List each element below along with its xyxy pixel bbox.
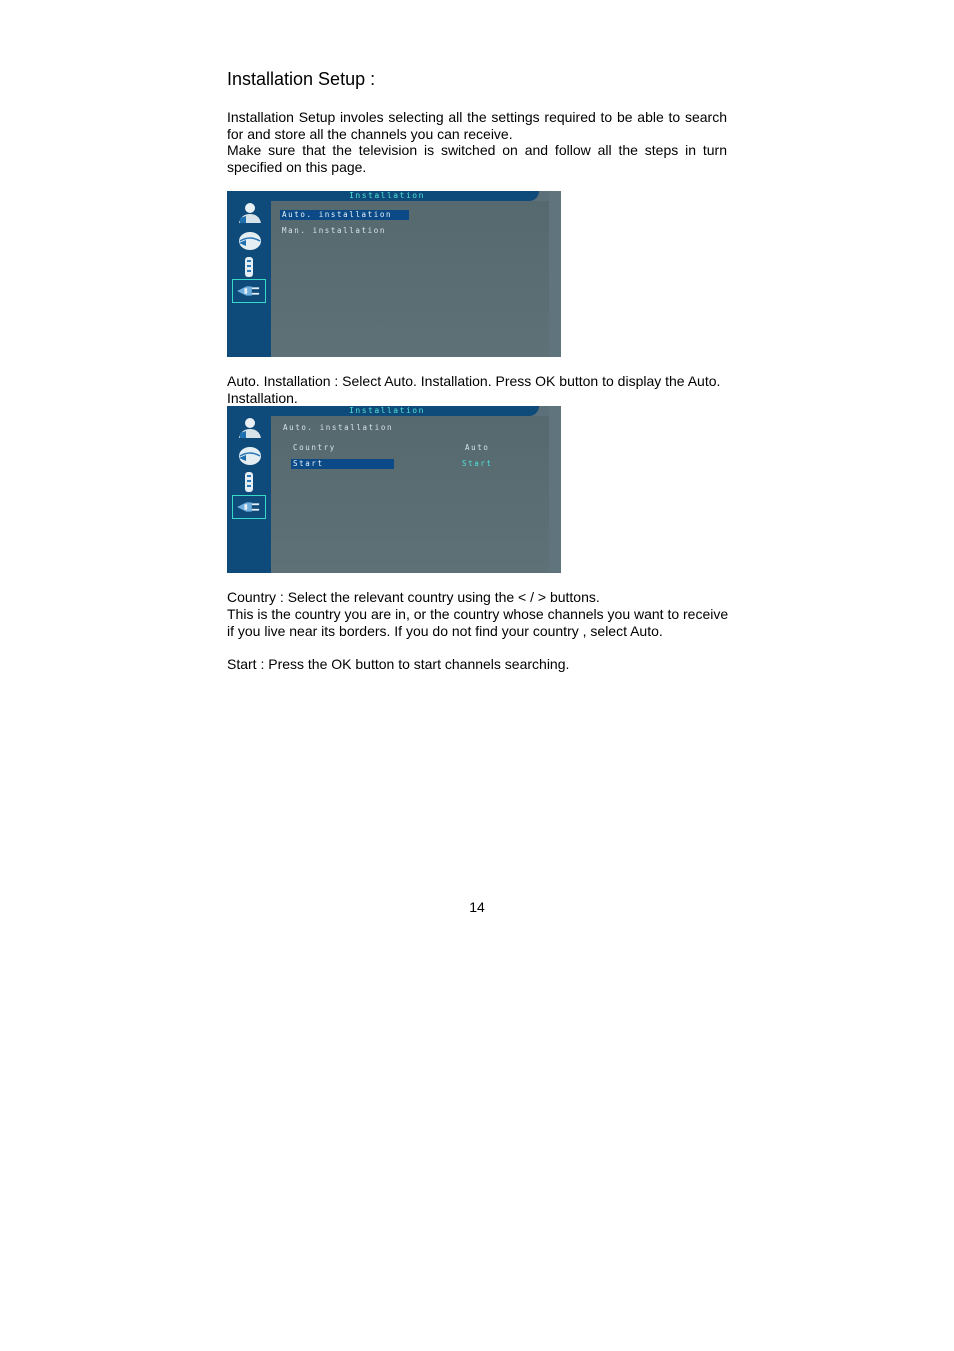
installation-menu-screenshot	[227, 191, 561, 357]
auto-installation-description: Auto. Installation : Select Auto. Installation. Press OK button to display the Auto. Installation.	[227, 373, 721, 406]
menu-title: Installation	[349, 406, 425, 415]
remote-icon	[236, 471, 262, 493]
menu-item-man-installation[interactable]: Man. installation	[282, 226, 386, 235]
country-description-1: Country : Select the relevant country using the < / > buttons.	[227, 589, 600, 605]
page-number: 14	[469, 899, 485, 915]
page-title: Installation Setup :	[227, 69, 376, 89]
menu-edge	[549, 191, 561, 357]
menu-item-auto-installation[interactable]: Auto. installation	[280, 210, 409, 220]
start-label[interactable]: Start	[291, 459, 394, 469]
country-label[interactable]: Country	[293, 443, 336, 452]
user-icon	[236, 417, 262, 439]
user-icon	[236, 202, 262, 224]
menu-edge	[549, 406, 561, 572]
start-value[interactable]: Start	[462, 459, 493, 468]
menu-panel	[271, 416, 551, 572]
remote-icon	[236, 256, 262, 278]
country-description-2: This is the country you are in, or the country whose channels you want to receive if you live near its borders. If you do not find your country , select Auto.	[227, 606, 729, 639]
auto-installation-screenshot	[227, 406, 561, 573]
country-value[interactable]: Auto	[465, 443, 490, 452]
intro-paragraph-2: Make sure that the television is switched on and follow all the steps in turn specified on this page.	[227, 142, 727, 175]
menu-title: Installation	[349, 191, 425, 200]
intro-paragraph-1: Installation Setup involes selecting all the settings required to be able to search for and store all the channels you can receive.	[227, 109, 727, 142]
globe-icon	[236, 230, 262, 252]
start-description: Start : Press the OK button to start channels searching.	[227, 656, 570, 672]
plug-icon	[232, 495, 266, 519]
menu-subtitle: Auto. installation	[283, 423, 394, 432]
menu-panel	[271, 201, 551, 357]
globe-icon	[236, 445, 262, 467]
plug-icon	[232, 279, 266, 303]
